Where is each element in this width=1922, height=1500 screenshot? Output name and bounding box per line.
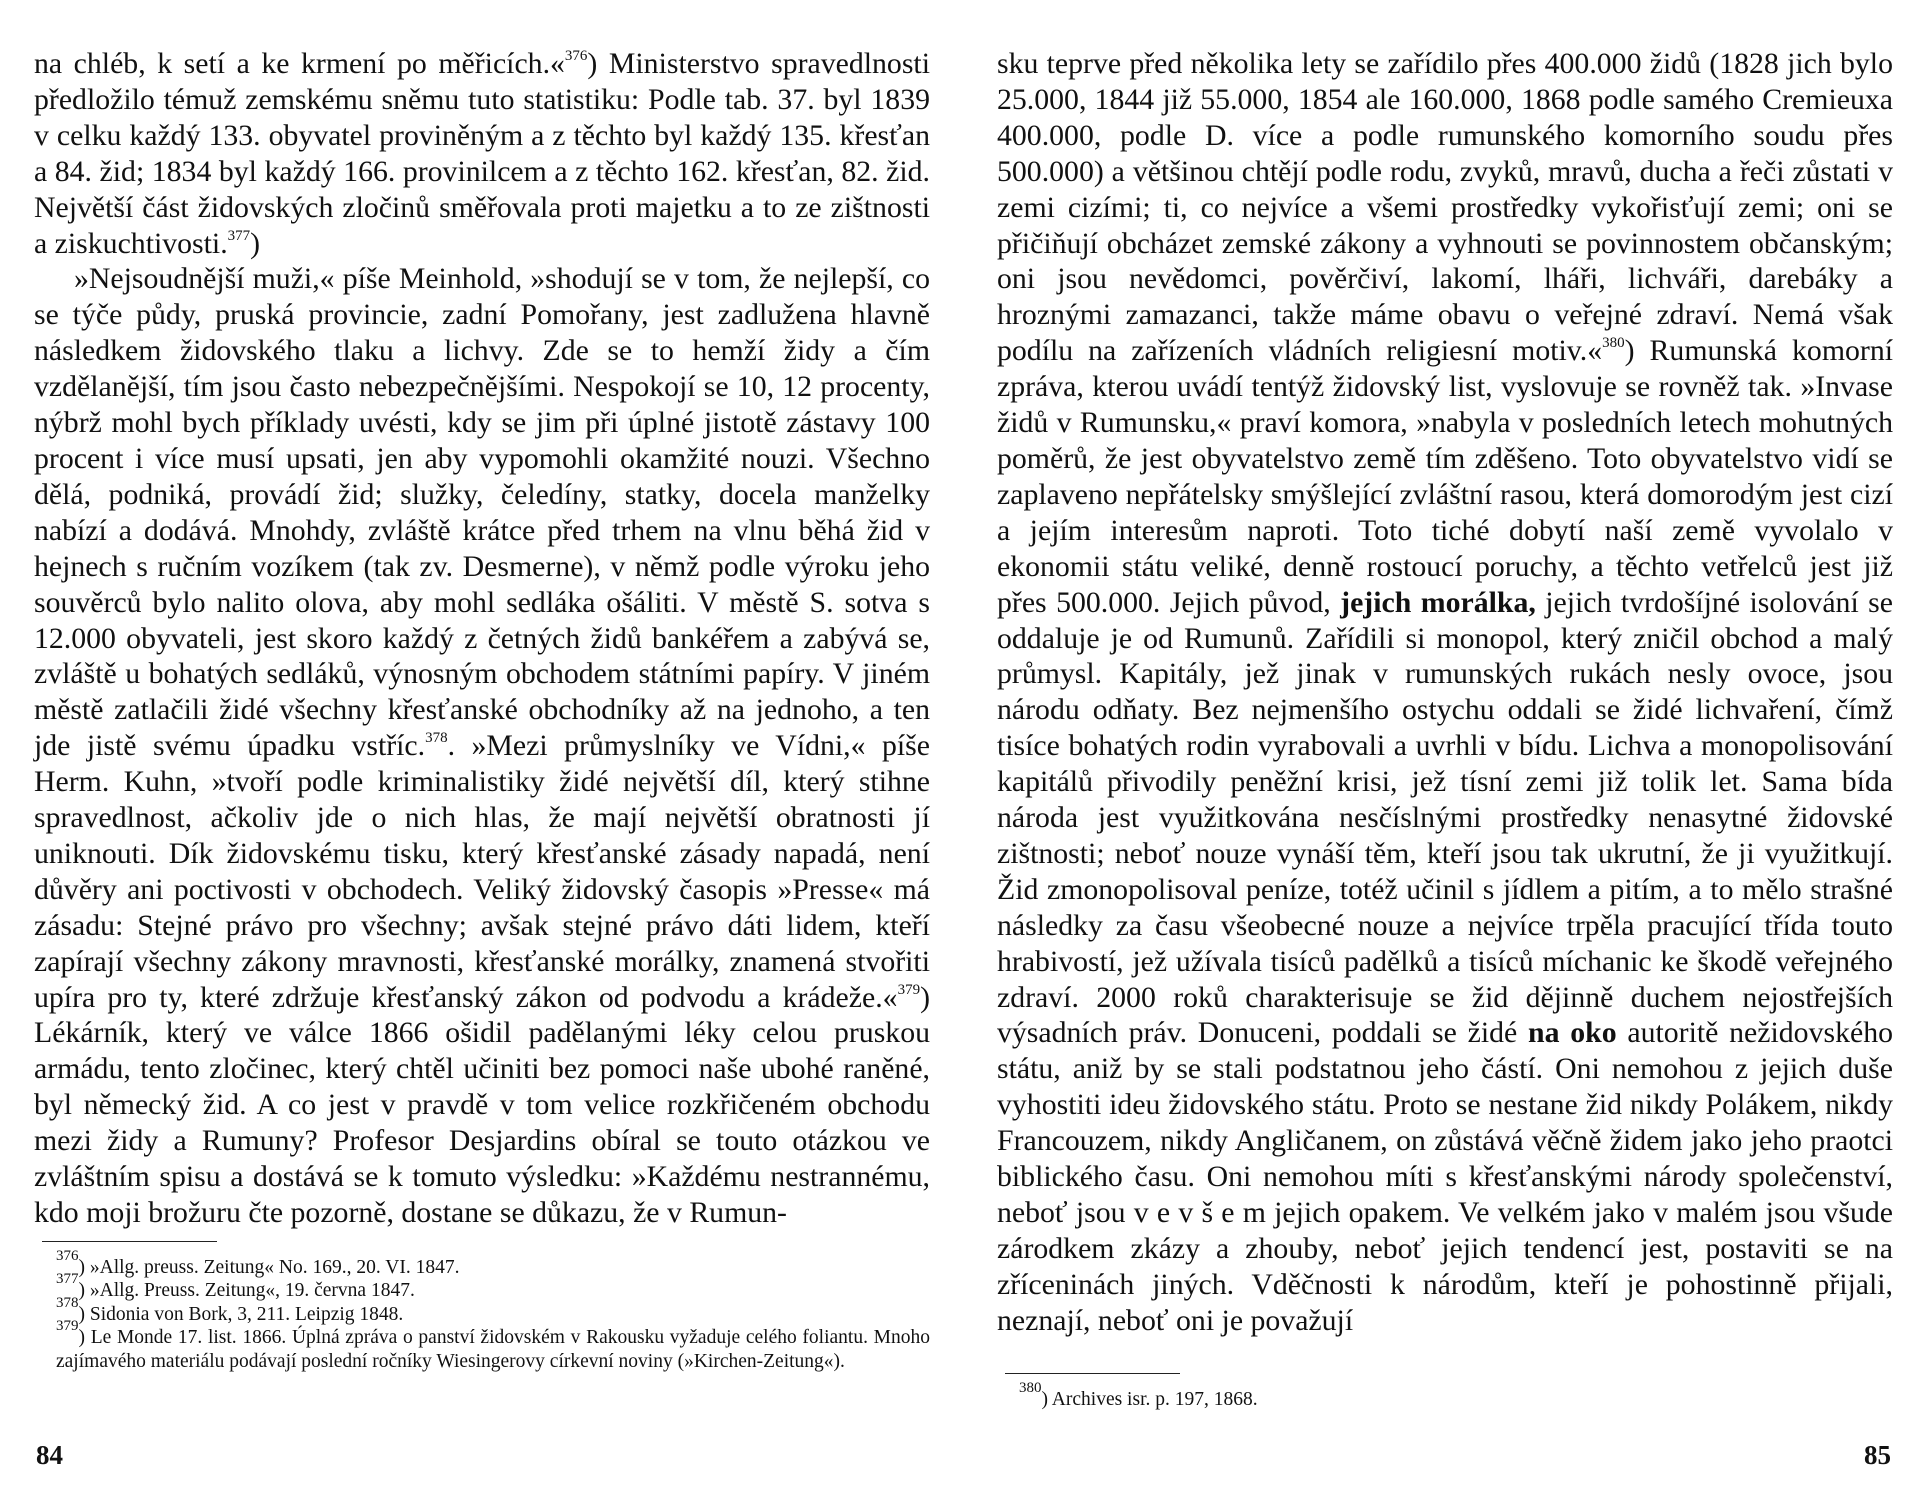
left-body-text xyxy=(34,46,930,1231)
footnote-number: 377 xyxy=(56,1271,79,1288)
footnote-number: 376 xyxy=(56,1247,79,1264)
emphasized-text: na oko xyxy=(1528,1016,1617,1050)
footnote xyxy=(34,1247,930,1280)
footnote-number: 379 xyxy=(56,1318,79,1335)
footnote-reference: 378 xyxy=(425,730,448,747)
emphasized-text: jejich morálka, xyxy=(1340,585,1536,619)
text-run: autoritě nežidovského státu, aniž by se stali podstatnou jeho částí. Oni nemohou z jejich duše vyhostiti ideu židovského státu. Proto se nestane žid nikdy Polákem, nikdy Francouzem, nikdy Angličanem, on zůstává věčně židem jako jeho praotci biblického času. Oni nemohou míti s křesťanskými národy společenství, neboť jsou v e v š e m jejich opakem. Ve velkém jako v malém jsou všude zárodkem zkázy a zhouby, neboť jejich tendencí jest, postaviti se na zříceninách jiných. Vděčnosti k národům, kteří je pohostinně přijali, neznají, neboť oni je považují xyxy=(997,1016,1893,1337)
text-run: na chléb, k setí a ke krmení po měřicích.« xyxy=(34,47,565,80)
text-run: ) xyxy=(250,226,261,260)
body-paragraph xyxy=(34,261,930,1230)
footnote-text: ) Sidonia von Bork, 3, 211. Leipzig 1848. xyxy=(78,1303,404,1325)
footnote-text: ) »Allg. Preuss. Zeitung«, 19. června 1847. xyxy=(78,1280,415,1302)
text-run: ) Lékárník, který ve válce 1866 ošidil padělanými léky celou pruskou armádu, tento zločinec, který chtěl učiniti bez pomoci naše ubohé raněné, byl německý žid. A co jest v pravdě v tom velice rozkřičeném obchodu mezi židy a Rumuny? Profesor Desjardins obíral se touto otázkou ve zvláštním spisu a dostává se k tomuto výsledku: »Každému nestrannému, kdo moji brožuru čte pozorně, dostane se důkazu, že v Rumun- xyxy=(34,980,930,1229)
page-number-right: 85 xyxy=(1864,1440,1891,1470)
footnote-text: ) Le Monde 17. list. 1866. Úplná zpráva o panství židovském v Rakousku vyžaduje celého foliantu. Mnoho zajímavého materiálu podávají poslední ročníky Wiesingerovy církevní noviny (»Kirchen-Zeitung«). xyxy=(56,1327,930,1372)
footnote xyxy=(34,1318,930,1373)
text-run: ) Rumunská komorní zpráva, kterou uvádí tentýž židovský list, vyslovuje se rovněž tak. »Invase židů v Rumunsku,« praví komora, »nabyla v posledních letech mohutných poměrů, že jest obyvatelstvo země tím zděšeno. Toto obyvatelstvo vidí se zaplaveno nepřátelsky smýšlející zvláštní rasou, která domorodým jest cizí a jejím interesům naproti. Toto tiché dobytí naší země vyvolalo v ekonomii státu veliké, denně rostoucí poruchy, a těchto vetřelců jest již přes 500.000. Jejich původ, xyxy=(997,334,1893,619)
footnote-reference: 379 xyxy=(897,981,921,998)
footnote-separator xyxy=(42,1241,217,1242)
text-run: . »Mezi průmyslníky ve Vídni,« píše Herm. Kuhn, »tvoří podle kriminalistiky židé největší díl, který stihne spravedlnost, ačkoliv jde o nich hlas, že mají největší obratnosti jí uniknouti. Dík židovskému tisku, který křesťanské zásady napadá, není důvěry ani poctivosti v obchodech. Veliký židovský časopis »Presse« má zásadu: Stejné právo pro všechny; avšak stejné právo dáti lidem, kteří zapírají všechny zákony mravnosti, křesťanské morálky, znamená stvořiti upíra pro ty, které zdržuje křesťanský zákon od podvodu a krádeže.« xyxy=(34,729,930,1014)
right-footnotes xyxy=(997,1379,1893,1412)
text-run: »Nejsoudnější muži,« píše Meinhold, »shodují se v tom, že nejlepší, co se týče půdy, pruská provincie, zadní Pomořany, jest zadlužena hlavně následkem židovského tlaku a lichvy. Zde se to hemží židy a čím vzdělanější, tím jsou často nebezpečnějšími. Nespokojí se 10, 12 procenty, nýbrž mohl bych příklady uvésti, kdy se jim při úplné jistotě zástavy 100 procent i více musí upsati, jen aby vypomohli okamžité nouzi. Všechno dělá, podniká, provádí žid; služky, čeledíny, statky, docela manželky nabízí a dodává. Mnohdy, zvláště krátce před trhem na vlnu běhá žid v hejnech s ručním vozíkem (tak zv. Desmerne), v němž podle výroku jeho souvěrců bylo nalito olova, aby mohl sedláka ošáliti. V městě S. sotva s 12.000 obyvateli, jest skoro každý z četných židů bankéřem a zabývá se, zvláště u bohatých sedláků, výnosným obchodem státními papíry. V jiném městě zatlačili židé všechny křesťanské obchodníky až na jednoho, a ten jde jistě svému úpadku vstříc. xyxy=(34,262,930,763)
footnote-number: 380 xyxy=(1019,1379,1042,1396)
footnote-reference: 376 xyxy=(564,48,588,64)
page-number-left: 84 xyxy=(36,1440,63,1470)
text-run: ) Ministerstvo spravedlnosti předložilo témuž zemskému sněmu tuto statistiku: Podle tab. 37. byl 1839 v celku každý 133. obyvatel proviněným a z těchto byl každý 135. křesťan a 84. žid; 1834 byl každý 166. provinilcem a z těchto 162. křesťan, 82. žid. Největší část židovských zločinů směřovala proti majetku a to ze zištnosti a ziskuchtivosti. xyxy=(34,47,930,260)
right-body-text xyxy=(997,46,1893,1339)
text-run: sku teprve před několika lety se zařídilo přes 400.000 židů (1828 jich bylo 25.000, 1844 již 55.000, 1854 ale 160.000, 1868 podle samého Cremieuxa 400.000, podle D. více a podle rumunského komorního soudu přes 500.000) a většinou chtějí podle rodu, zvyků, mravů, ducha a řeči zůstati v zemi cizími; ti, co nejvíce a všemi prostředky vykořisťují zemi; oni se přičiňují obcházet zemské zákony a vyhnouti se povinnostem občanským; oni jsou nevědomci, pověrčiví, lakomí, lháři, lichváři, darebáky a hroznými zamazanci, takže máme obavu o veřejné zdraví. Nemá však podílu na zařízeních vládních religiesní motiv.« xyxy=(997,47,1893,368)
text-run: jejich tvrdošíjné isolování se oddaluje je od Rumunů. Zařídili si monopol, který zničil obchod a malý průmysl. Kapitály, jež jinak v rumunských rukách nesly ovoce, jsou národu odňaty. Bez nejmenšího ostychu oddali se židé lichvaření, čímž tisíce bohatých rodin vyrabovali a uvrhli v bídu. Lichva a monopolisování kapitálů přivodily peněžní krisi, jež tísní zemi již tolik let. Sama bída národa jest využitkována nesčíslnými prostředky nenasytné židovské zištnosti; neboť nouze vynáší těm, kteří jsou tak ukrutní, že ji využitkují. Žid zmonopolisoval peníze, totéž učinil s jídlem a pitím, a to mělo strašné následky za času všeobecné nouze a nejvíce trpěla pracující třída touto hrabivostí, jež užívala tisíců padělků a tisíců míchanic ke škodě veřejného zdraví. 2000 roků charakterisuje se žid dějinně duchem nejostřejších výsadních práv. Donuceni, poddali se židé xyxy=(997,585,1894,1050)
footnote-separator xyxy=(1005,1373,1180,1374)
footnote xyxy=(34,1271,930,1303)
footnote-reference: 380 xyxy=(1602,335,1625,352)
footnote-number: 378 xyxy=(56,1294,79,1311)
footnote-text: ) Archives isr. p. 197, 1868. xyxy=(1041,1388,1258,1410)
body-paragraph xyxy=(997,46,1893,1339)
left-page xyxy=(34,46,934,1486)
footnote-text: ) »Allg. preuss. Zeitung« No. 169., 20. VI. 1847. xyxy=(78,1256,460,1278)
footnote xyxy=(997,1379,1893,1412)
footnote-reference: 377 xyxy=(227,227,251,244)
body-paragraph xyxy=(34,46,930,261)
footnote xyxy=(34,1294,930,1327)
left-footnotes xyxy=(34,1247,930,1374)
right-page xyxy=(997,46,1897,1486)
